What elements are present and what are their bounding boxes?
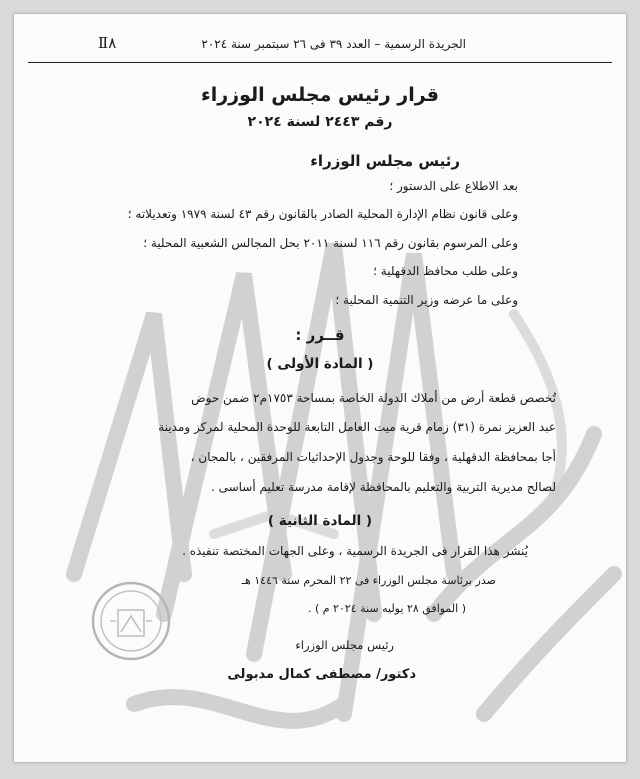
page-number: Ⅱ٨ <box>98 34 117 52</box>
signer-name: دكتور/ مصطفى كمال مدبولى <box>227 667 416 682</box>
header-rule <box>28 62 612 63</box>
issued-date: صدر برئاسة مجلس الوزراء فى ٢٢ المحرم سنة ١٤٤٦ هـ <box>241 574 496 587</box>
recital: بعد الاطلاع على الدستور ؛ <box>389 179 518 193</box>
signer-title: رئيس مجلس الوزراء <box>295 638 394 652</box>
decree-number: رقم ٢٤٤٣ لسنة ٢٠٢٤ <box>247 114 393 130</box>
article-1-heading: ( المادة الأولى ) <box>266 356 374 372</box>
recital: وعلى ما عرضه وزير التنمية المحلية ؛ <box>335 293 518 307</box>
seal-emblem <box>90 580 172 662</box>
gazette-page <box>14 14 626 762</box>
article-1-line: أجا بمحافظة الدقهلية ، وفقا للوحة وجدول الإحداثيات المرفقين ، بالمجان ، <box>190 450 556 464</box>
recital: وعلى قانون نظام الإدارة المحلية الصادر بالقانون رقم ٤٣ لسنة ١٩٧٩ وتعديلاته ؛ <box>127 207 518 221</box>
gazette-header <box>14 34 626 58</box>
article-2-text: يُنشر هذا القرار فى الجريدة الرسمية ، وعلى الجهات المختصة تنفيذه . <box>182 544 528 558</box>
recital: وعلى المرسوم بقانون رقم ١١٦ لسنة ٢٠١١ بحل المجالس الشعبية المحلية ؛ <box>143 236 518 250</box>
article-1-line: عبد العزيز نمرة (٣١) زمام قرية ميت العامل التابعة للوحدة المحلية لمركز ومدينة <box>158 420 556 434</box>
decided-heading: قــرر : <box>295 326 345 344</box>
article-1-line: لصالح مديرية التربية والتعليم بالمحافظة لإقامة مدرسة تعليم أساسى . <box>210 480 556 494</box>
gazette-issue-line: الجريدة الرسمية – العدد ٣٩ فى ٢٦ سبتمبر سنة ٢٠٢٤ <box>201 37 466 51</box>
article-2-heading: ( المادة الثانية ) <box>267 513 373 529</box>
article-1-line: تُخصص قطعة أرض من أملاك الدولة الخاصة بمساحة ١٧٥٣م٢ ضمن حوض <box>191 391 556 405</box>
issuer-heading: رئيس مجلس الوزراء <box>310 152 460 170</box>
gregorian-date: ( الموافق ٢٨ يوليه سنة ٢٠٢٤ م ) . <box>307 602 466 615</box>
decree-title: قرار رئيس مجلس الوزراء <box>201 84 439 106</box>
recital: وعلى طلب محافظ الدقهلية ؛ <box>373 264 518 278</box>
